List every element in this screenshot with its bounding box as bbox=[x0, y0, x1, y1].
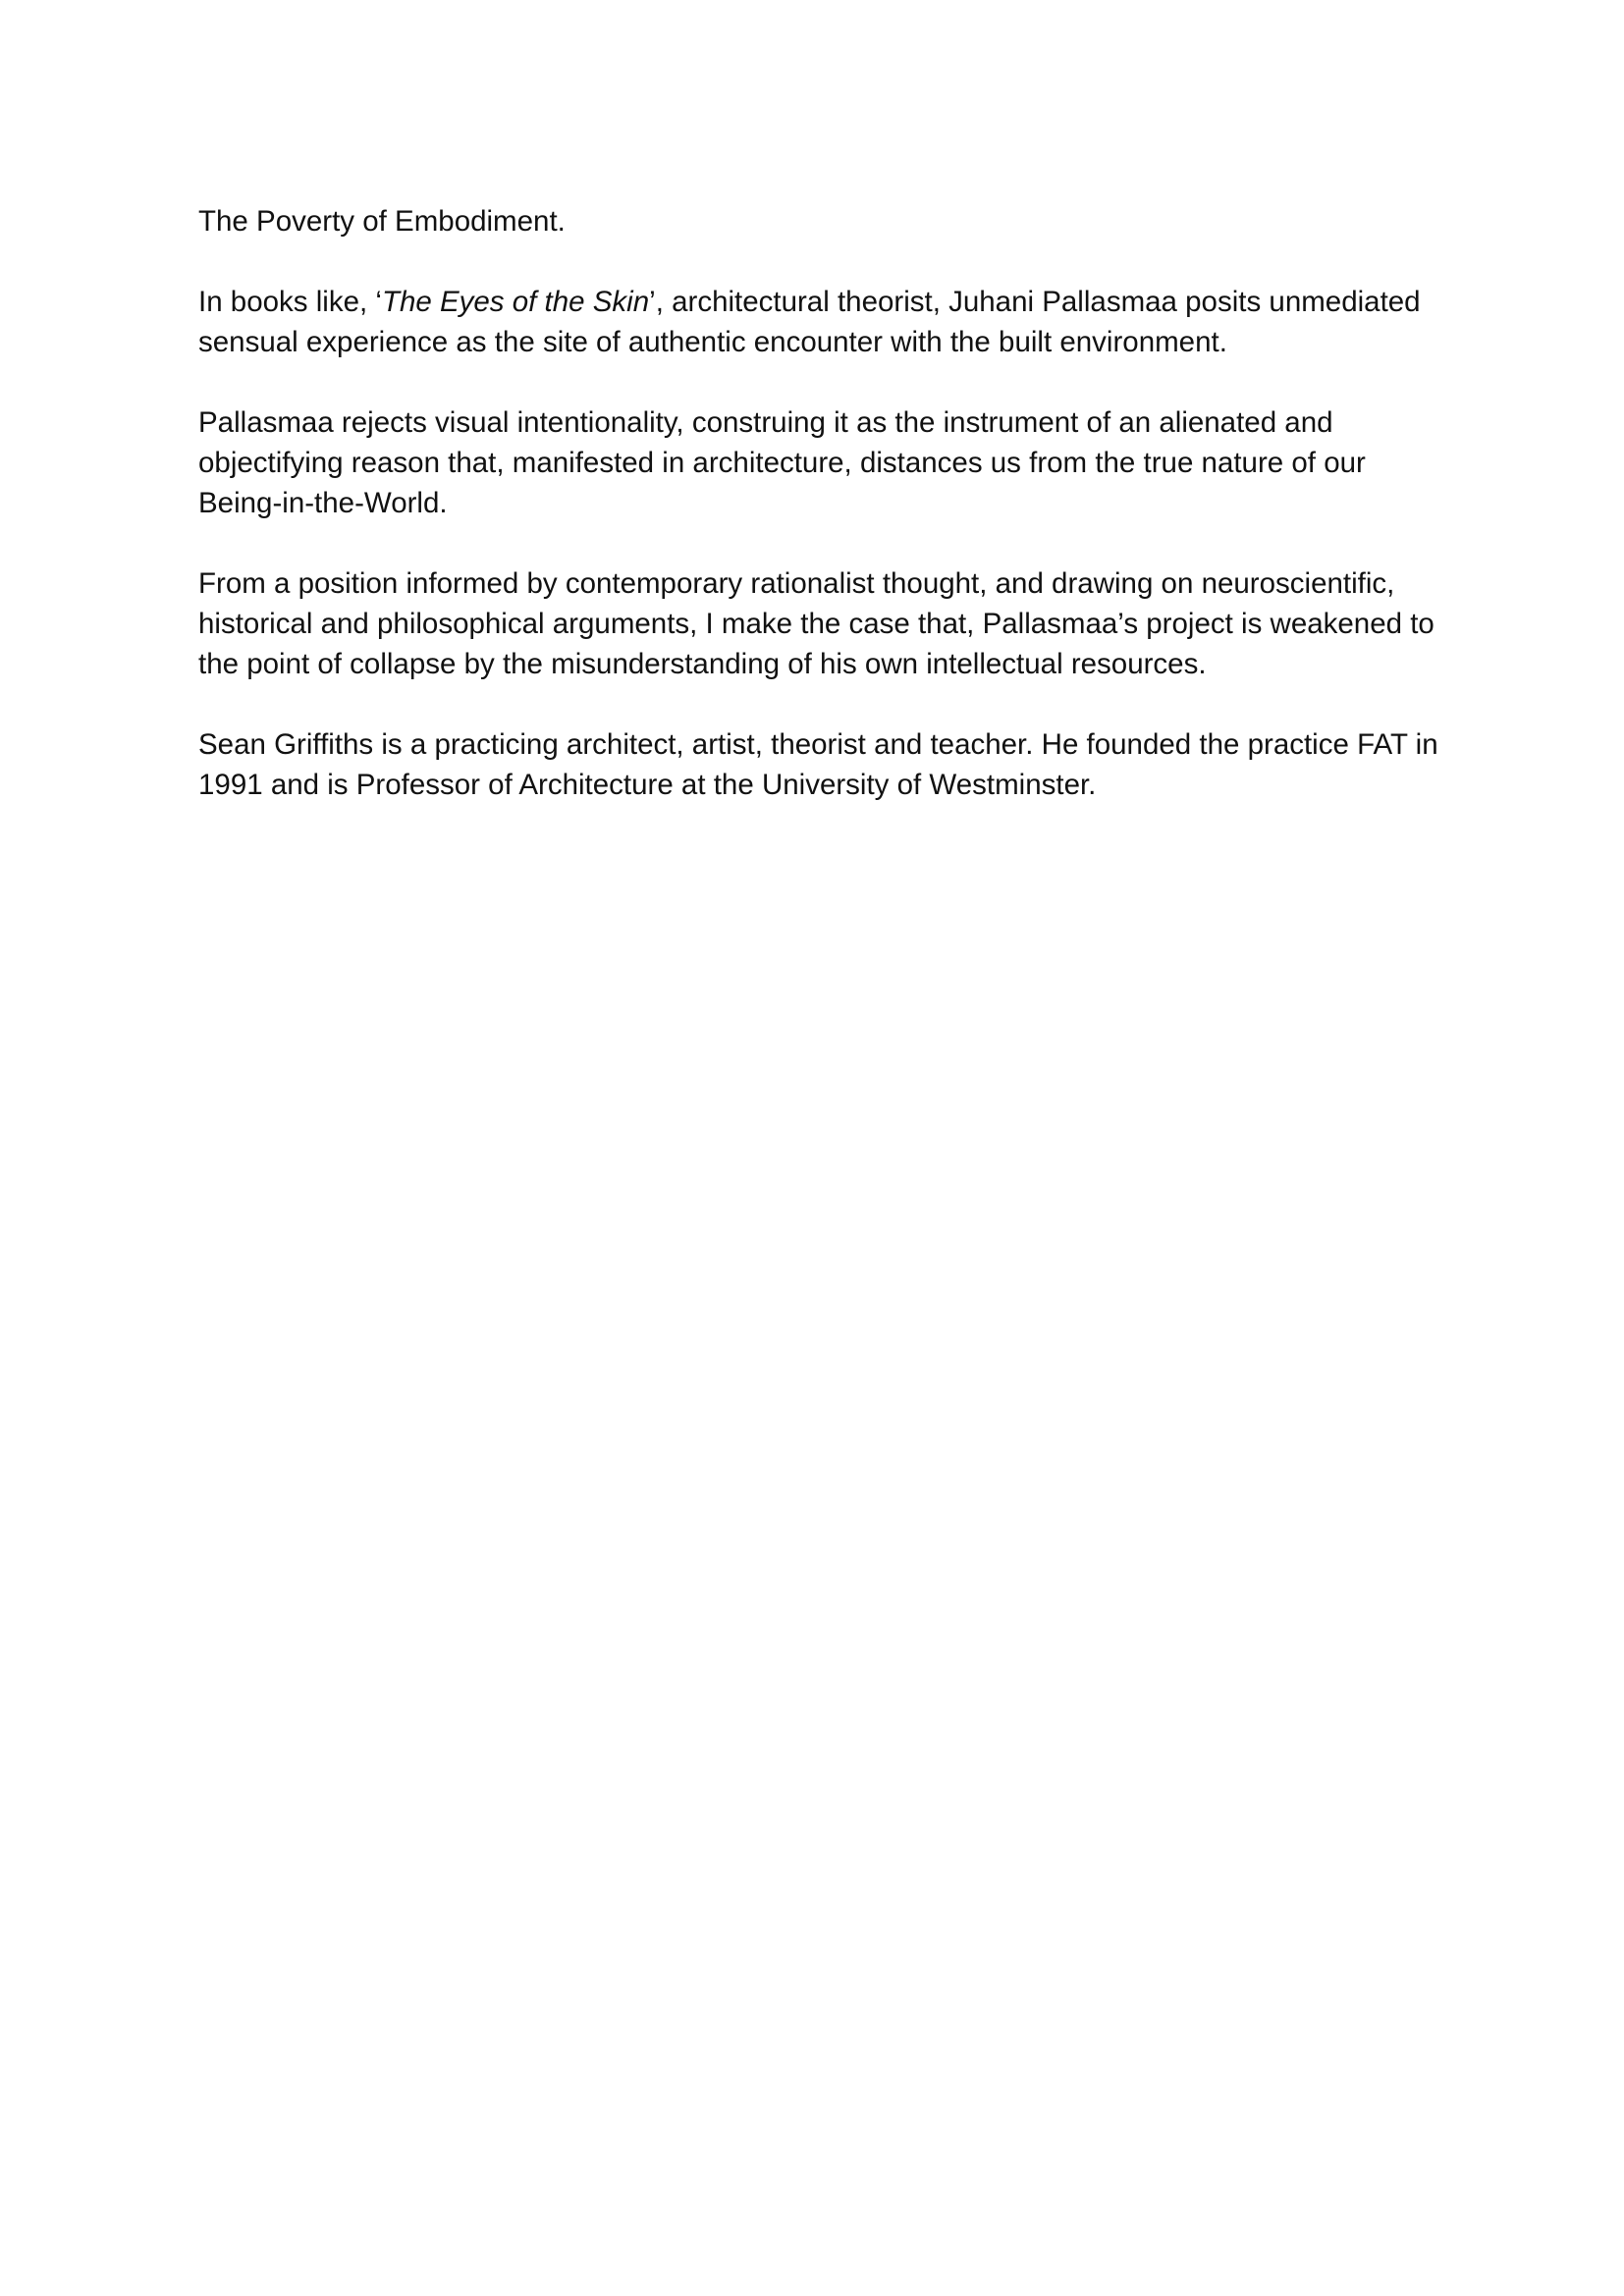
intro-lead-text: In books like, ‘ bbox=[198, 286, 382, 318]
book-title-italic: The Eyes of the Skin bbox=[381, 286, 650, 318]
document-body bbox=[198, 201, 1440, 805]
author-bio-paragraph: Sean Griffiths is a practicing architect, artist, theorist and teacher. He founded the practice FAT in 1991 and is Professor of Architecture at the University of Westminster. bbox=[198, 728, 1438, 801]
abstract-pallasmaa-paragraph: Pallasmaa rejects visual intentionality, construing it as the instrument of an alienated and objectifying reason that, manifested in architecture, distances us from the true nature of our Being-in-the-World. bbox=[198, 406, 1366, 519]
abstract-argument-paragraph: From a position informed by contemporary rationalist thought, and drawing on neuroscientific, historical and philosophical arguments, I make the case that, Pallasmaa’s project is weakened to the point of collapse by the misunderstanding of his own intellectual resources. bbox=[198, 567, 1435, 680]
abstract-intro-paragraph bbox=[198, 282, 1440, 362]
intro-body-text: ’, architectural theorist, Juhani Pallasmaa posits unmediated sensual experience as the site of authentic encounter with the built environment. bbox=[198, 286, 1421, 358]
document-title: The Poverty of Embodiment. bbox=[198, 205, 566, 238]
